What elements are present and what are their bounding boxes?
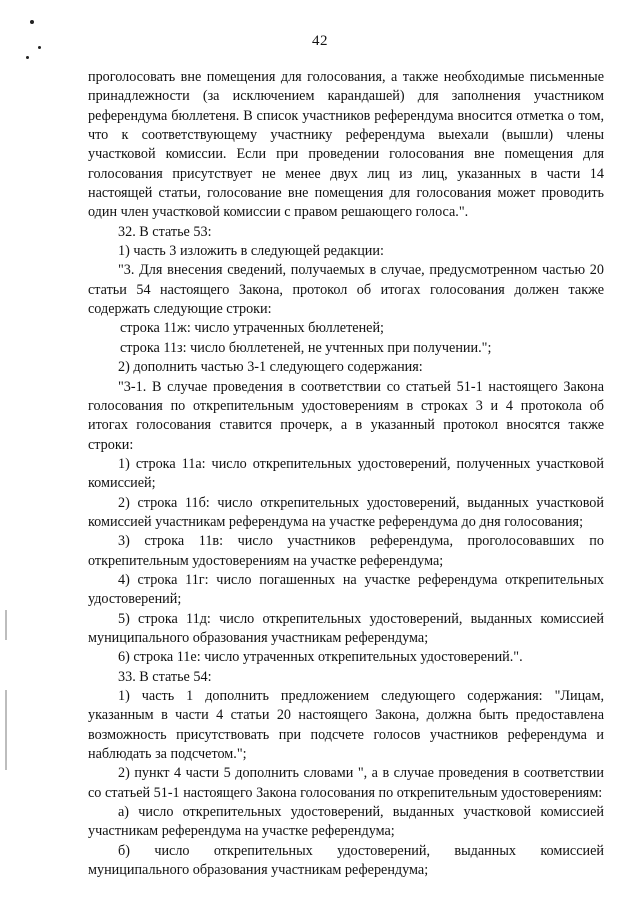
paragraph: 1) часть 3 изложить в следующей редакции: <box>118 243 384 260</box>
scan-dot <box>26 56 29 59</box>
paragraph: 2) пункт 4 части 5 дополнить словами ", а в случае проведения в соответствии со статьей 51-1 настоящего Закона голосования по открепительным удостоверениям: <box>88 765 604 801</box>
paragraph: 3) строка 11в: число участников референдума, проголосовавших по открепительным удостоверениям на участке референдума; <box>88 533 604 569</box>
paragraph: 4) строка 11г: число погашенных на участке референдума открепительных удостоверений; <box>88 571 604 608</box>
paragraph: 1) часть 1 дополнить предложением следующего содержания: "Лицам, указанным в части 4 статьи 20 настоящего Закона, должна быть предоставлена возможность присутствовать при подсчете голосов участников референдума и наблюдать за подсчетом."; <box>88 688 604 763</box>
paragraph: проголосовать вне помещения для голосования, а также необходимые письменные принадлежности (за исключением карандашей) для заполнения участником референдума бюллетеня. В список участников референдума вносится отметка о том, что к соответствующему участнику референдума выехали (вышли) члены участковой комиссии. Если при проведении голосования вне помещения для голосования присутствует не менее двух лиц из лиц, указанных в части 14 настоящей статьи, голосование вне помещения для голосования может проводить один член участковой комиссии с правом решающего голоса.". <box>88 69 604 221</box>
paragraph: 33. В статье 54: <box>118 668 212 685</box>
paragraph: 2) дополнить частью 3-1 следующего содержания: <box>118 359 423 376</box>
scan-edge-mark <box>5 690 7 770</box>
scan-dot <box>30 20 34 24</box>
paragraph: строка 11з: число бюллетеней, не учтенных при получении."; <box>120 339 492 356</box>
paragraph: б) число открепительных удостоверений, выданных комиссией муниципального образования участникам референдума; <box>88 842 604 879</box>
document-body <box>88 68 604 880</box>
paragraph: 2) строка 11б: число открепительных удостоверений, выданных участковой комиссией участникам референдума на участке референдума до дня голосования; <box>88 494 604 530</box>
page-number: 42 <box>312 33 328 49</box>
paragraph: 1) строка 11а: число открепительных удостоверений, полученных участковой комиссией; <box>88 455 604 492</box>
paragraph: 32. В статье 53: <box>118 223 212 240</box>
scan-edge-mark <box>5 610 7 640</box>
paragraph: 5) строка 11д: число открепительных удостоверений, выданных комиссией муниципального образования участникам референдума; <box>88 610 604 646</box>
paragraph: 6) строка 11е: число утраченных открепительных удостоверений.". <box>118 649 523 666</box>
paragraph: "3-1. В случае проведения в соответствии со статьей 51-1 настоящего Закона голосования по открепительным удостоверениям в строках 3 и 4 протокола об итогах голосования ставится прочерк, а в указанный протокол вносятся также строки: <box>88 378 604 453</box>
paragraph: "3. Для внесения сведений, получаемых в случае, предусмотренном частью 20 статьи 54 настоящего Закона, протокол об итогах голосования должен также содержать следующие строки: <box>88 262 604 318</box>
paragraph: а) число открепительных удостоверений, выданных участковой комиссией участникам референдума на участке референдума; <box>88 804 604 840</box>
paragraph: строка 11ж: число утраченных бюллетеней; <box>120 320 384 337</box>
